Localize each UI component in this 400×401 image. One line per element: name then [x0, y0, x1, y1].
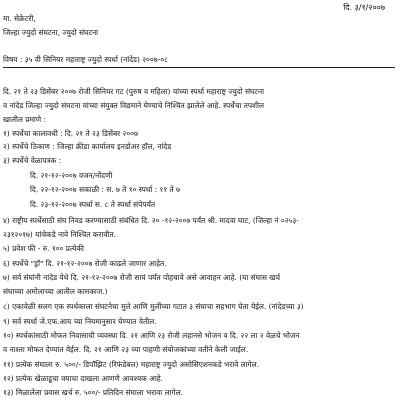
schedule-day-2: दि. २२-१२-२००७ सकाळी : स. ७ ते १० स्पर्धा : ११ ते ७	[30, 185, 180, 194]
item-deposit: ११) प्रत्येक संघाला रु. ५००/- डिपॉझिट (रिफंडेबल) महाराष्ट्र ज्युदो असोसिएशनकडे भरावे लागेल.	[3, 360, 260, 369]
organization-line: जिल्हा ज्युदो संघटना, ज्युदो संघटना	[3, 28, 99, 37]
item-draw: ६) स्पर्धेचे "ड्रॉ" दि. २१-१२-२००७ रोजी काढले जाणार आहेत.	[3, 259, 167, 268]
recipient-line: मा. सेक्रेटरी,	[3, 14, 36, 23]
schedule-day-1: दि. २१-१२-२००७ वजन/नोंदणी	[30, 171, 113, 180]
subject-underline	[3, 67, 395, 68]
schedule-day-3: दि. २३-१२-२००७ स्पर्धा स. ८ ते स्पर्धा संपेपर्यंत	[30, 200, 156, 209]
item-duration: १) स्पर्धेचा कालावधी : दि. २१ ते २३ डिसेंबर २००७	[3, 129, 138, 138]
item-age-proof: १२) प्रत्येक खेळाडूचा वयाचा दाखला आणणे आवश्यक आहे.	[3, 374, 164, 383]
intro-line-1: दि. २१ ते २३ डिसेंबर २००७ रोजी सिनियर गट (पुरुष व महिला) यांच्या स्पर्धा महाराष्ट्र ज्युदो संघटना	[3, 87, 265, 96]
item-travel: १३) मिळालेला प्रवास खर्च रु. ५००/- प्रतिदिन संघाला भरावा लागेल.	[3, 388, 184, 397]
letter-date: दि. ३/१/२००७	[343, 3, 385, 12]
item-7-line-2: संघाच्या अमोलाच्या आतील कामकाज.)	[3, 287, 108, 296]
intro-line-2: व नांदेड जिल्हा ज्युदो संघटना यांच्या संयुक्त विद्यमाने घेण्याचे निश्चित झालेले आहे. स्पर्धेचा तपशील	[3, 101, 265, 110]
intro-line-3: खालील प्रमाणे :	[3, 115, 46, 124]
item-schedule: ३) स्पर्धेचे वेळापत्रक :	[3, 156, 62, 165]
item-4-line-2: २३१२०१७) यांचेकडे नावे निश्चित करावीत.	[3, 230, 117, 239]
item-4-line-1: ४) राष्ट्रीय स्पर्धेसाठी संघ निवड करण्यासाठी संबंधित दि. २० -१२-२००७ पर्यंत श्री. मादवा घाट, (जिल्हा नं ०२५३-	[3, 216, 299, 225]
subject-line: विषय : ३५ वी सिनियर महाराष्ट्र ज्युदो स्पर्धा (नांदेड) २००७-०८	[3, 55, 168, 64]
item-rules: ९) सर्व स्पर्धा जे.एफ.आय च्या नियमानुसार घेण्यात येतील.	[3, 317, 157, 326]
item-10-line-2: व नाश्ता मोफत देण्यात येईल. दि. २१ आणि २३ च्या पाहणी संयोजकांच्या वतीने केली जाईल.	[3, 345, 249, 354]
item-entry-fee: ५) प्रवेश फी - रु. १०० प्रत्येकी	[3, 244, 84, 253]
item-teams: ८) एकावेळी सलग एक स्पर्धकाला संघटनेचा मुले आणि मुलींच्या गटात ३ संघाचा सहभाग घेता येईल. (नांदेडच्या ३)	[3, 302, 304, 311]
item-venue: २) स्पर्धेचे ठिकाण : जिल्हा क्रीडा कार्यालय इनडोअर हॉल, नांदेड	[3, 142, 172, 151]
item-7-line-1: ७) सर्व संघांनी नांदेड येथे दि. २१-१२-२००७ रोजी सायं पर्यंत पोहचावे असे आवाहन आहे. (या संघास खर्च	[3, 273, 281, 282]
item-10-line-1: १०) स्पर्धकांसाठी मोफत निवासाची व्यवस्था दि. २१ आणि २३ रोजी लहानसे भोजन व दि. २२ ला २ वेळचे भोजन	[3, 331, 300, 340]
